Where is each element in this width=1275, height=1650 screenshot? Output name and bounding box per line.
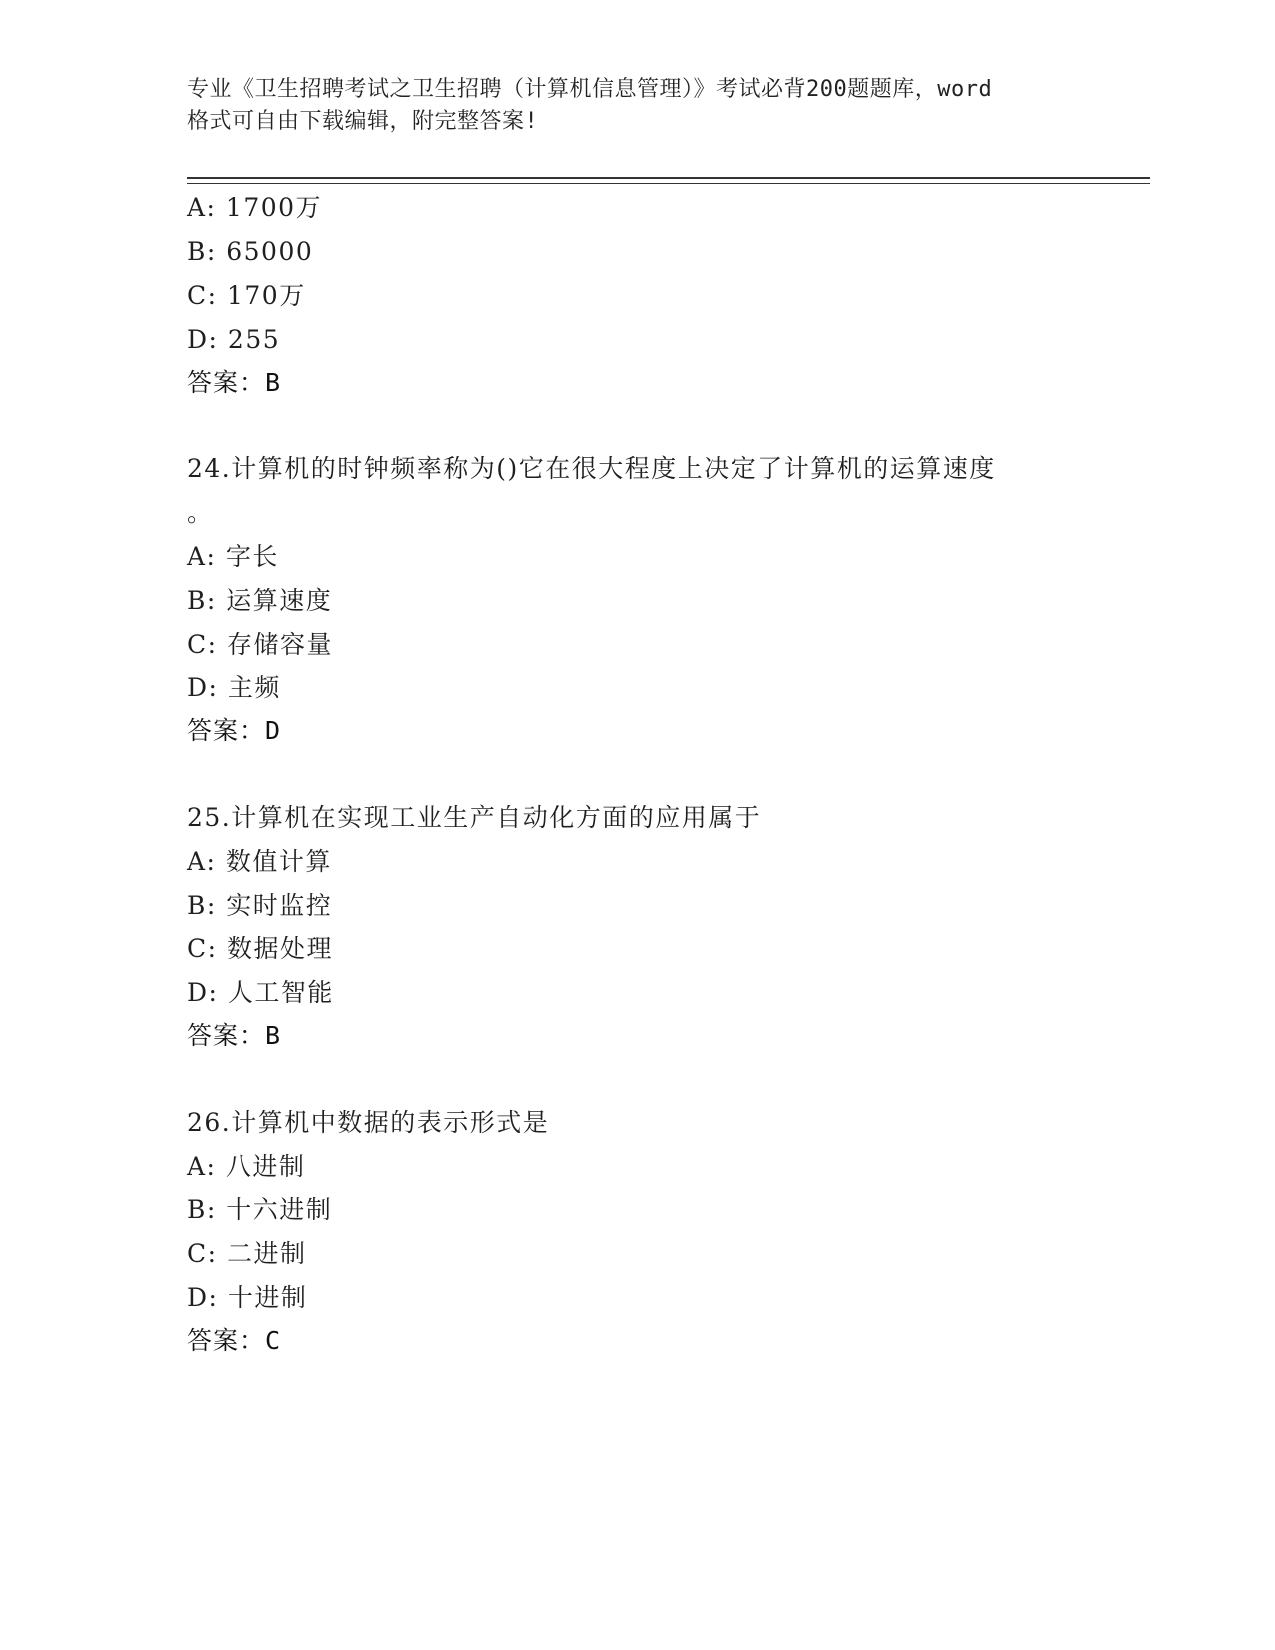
q26-option-b: B: 十六进制 [187, 1195, 333, 1224]
q23-answer: 答案：B [187, 368, 282, 397]
q25-option-a: A: 数值计算 [187, 847, 332, 876]
q24-option-b: B: 运算速度 [187, 586, 333, 615]
q26-stem: 26.计算机中数据的表示形式是 [187, 1108, 550, 1137]
q25-stem: 25.计算机在实现工业生产自动化方面的应用属于 [187, 803, 762, 832]
q26-option-c: C: 二进制 [187, 1239, 307, 1268]
q24-stem-continued: 。 [187, 498, 214, 527]
q25-option-b: B: 实时监控 [187, 891, 333, 920]
q24-option-c: C: 存储容量 [187, 630, 333, 659]
q26-answer: 答案：C [187, 1326, 282, 1355]
q26-option-a: A: 八进制 [187, 1152, 306, 1181]
q23-option-d: D: 255 [187, 325, 281, 354]
q25-answer: 答案：B [187, 1021, 282, 1050]
q26-option-d: D: 十进制 [187, 1283, 308, 1312]
document-header [187, 74, 1087, 138]
header-line-1: 专业《卫生招聘考试之卫生招聘（计算机信息管理）》考试必背200题题库，word [187, 77, 993, 102]
q24-option-a: A: 字长 [187, 542, 279, 571]
q23-option-a: A: 1700万 [187, 193, 323, 222]
q24-stem: 24.计算机的时钟频率称为()它在很大程度上决定了计算机的运算速度 [187, 454, 996, 483]
q24-answer: 答案：D [187, 716, 282, 745]
header-rule-thin [187, 183, 1150, 184]
q24-option-d: D: 主频 [187, 673, 281, 702]
q25-option-d: D: 人工智能 [187, 978, 334, 1007]
q25-option-c: C: 数据处理 [187, 934, 333, 963]
header-rule-thick [187, 177, 1150, 179]
header-line-2: 格式可自由下载编辑，附完整答案! [187, 109, 539, 134]
q23-option-b: B: 65000 [187, 237, 314, 266]
q23-option-c: C: 170万 [187, 281, 306, 310]
